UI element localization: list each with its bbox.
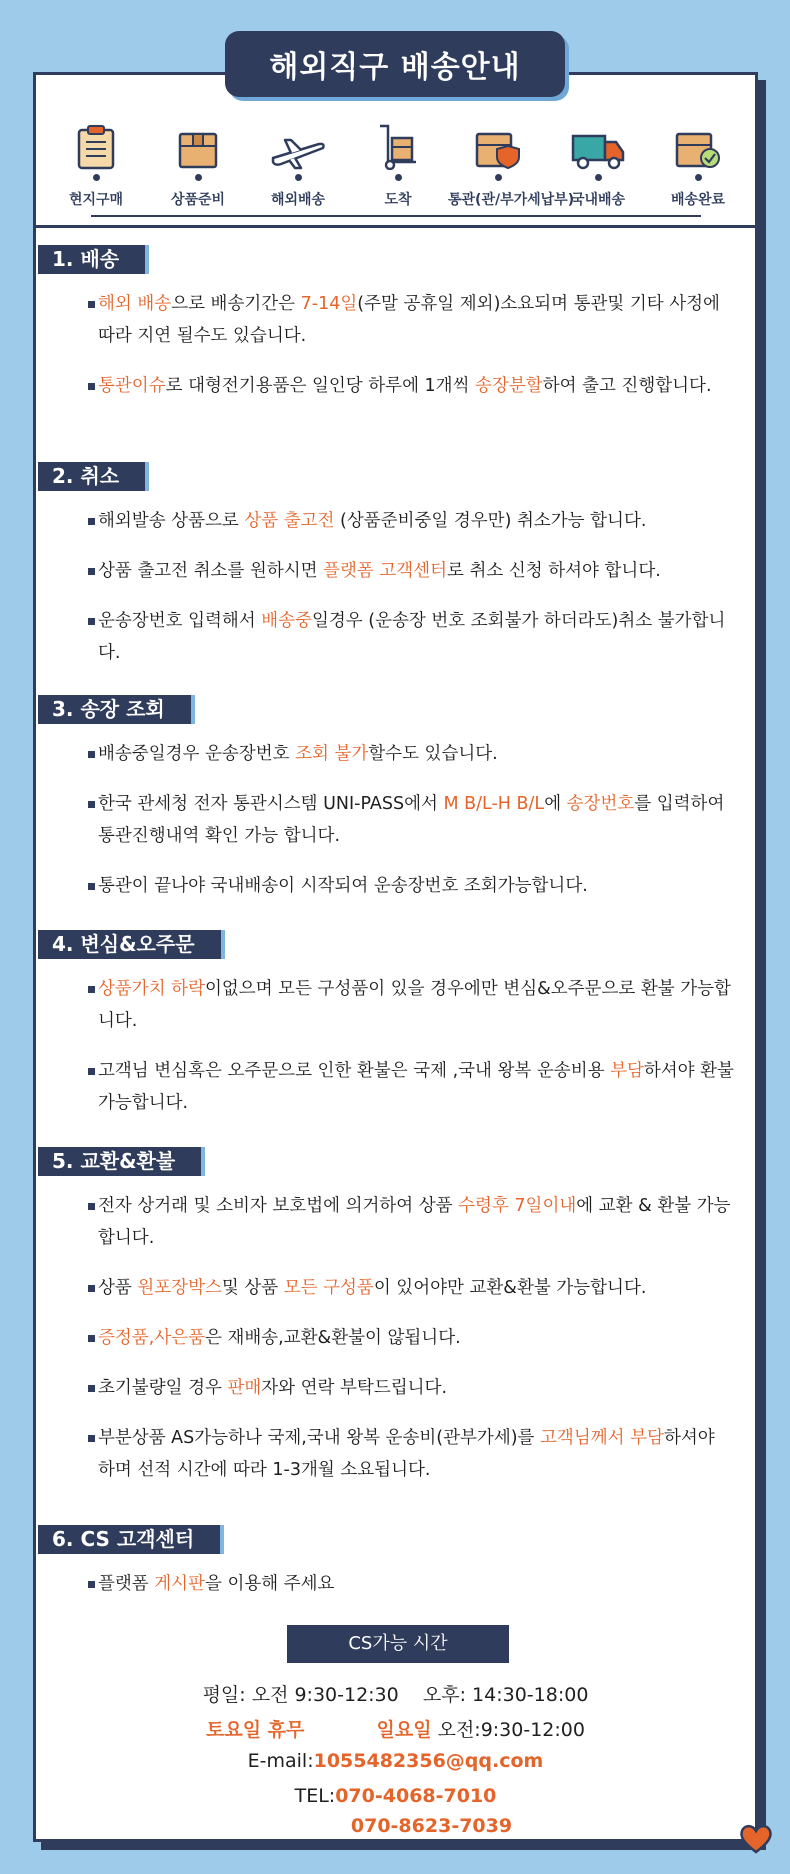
bullet-item	[36, 1422, 755, 1486]
tel-number-1[interactable]: 070-4068-7010	[335, 1785, 497, 1807]
bullet-item	[36, 973, 755, 1037]
highlight-text: 고객님께서 부담	[540, 1428, 664, 1448]
highlight-text: 플랫폼 고객센터	[323, 561, 448, 581]
bullet-item	[36, 555, 755, 587]
info-card	[33, 72, 758, 1842]
body-text: 은 재배송,교환&환불이 않됩니다.	[205, 1328, 461, 1348]
section-cs-center	[36, 1525, 755, 1618]
section-shipping	[36, 245, 755, 420]
weekday-hours-text: 평일: 오전 9:30-12:30 오후: 14:30-18:00	[202, 1684, 589, 1706]
bullet-item	[36, 788, 755, 852]
heart-icon	[738, 1820, 774, 1856]
step-overseas-shipping	[248, 115, 348, 209]
body-text: 및 상품	[221, 1278, 284, 1298]
bullet-item	[36, 288, 755, 352]
highlight-text: 부담	[610, 1061, 644, 1081]
body-text: (주말 공휴일 제외)소요되며 통관및 기타 사정에 따라 지연 될수도 있습니다.	[98, 294, 720, 346]
bullet-item	[36, 738, 755, 770]
body-text: 플랫폼	[98, 1574, 155, 1594]
bullet-item	[36, 505, 755, 537]
email-label: E-mail:	[247, 1750, 314, 1772]
highlight-text: 해외 배송	[98, 294, 172, 314]
highlight-text: 7-14일	[300, 294, 358, 314]
body-text: 부분상품 AS가능하나 국제,국내 왕복 운송비(관부가세)를	[98, 1428, 541, 1448]
body-text: 통관이 끝나야 국내배송이 시작되여 운송장번호 조회가능합니다.	[98, 876, 588, 896]
step-dot	[295, 174, 302, 181]
body-text: 하여 출고 진행합니다.	[542, 376, 712, 396]
email-line	[36, 1750, 755, 1772]
section-items	[36, 973, 755, 1119]
box-shield-icon	[474, 128, 522, 170]
step-label: 현지구매	[68, 192, 124, 208]
highlight-text: 수령후 7일이내	[458, 1196, 577, 1216]
weekday-hours	[36, 1680, 755, 1707]
highlight-text: 조회 불가	[295, 744, 369, 764]
step-dot	[695, 174, 702, 181]
clipboard-icon	[76, 124, 116, 170]
body-text: 에	[544, 794, 567, 814]
bullet-item	[36, 370, 755, 402]
section-title: 2. 취소	[38, 462, 145, 491]
bullet-item	[36, 1568, 755, 1600]
hand-truck-icon	[376, 124, 420, 170]
body-text: 에 교환 & 환불 가능합니다.	[98, 1196, 731, 1248]
truck-icon	[570, 130, 626, 170]
box-icon	[177, 130, 219, 170]
section-title: 4. 변심&오주문	[38, 930, 221, 959]
bullet-item	[36, 1272, 755, 1304]
body-text: 으로 배송기간은	[171, 294, 301, 314]
body-text: 자와 연락 부탁드립니다.	[261, 1378, 448, 1398]
body-text: 이 있어야만 교환&환불 가능합니다.	[373, 1278, 647, 1298]
highlight-text: 상품가치 하락	[98, 979, 205, 999]
step-label: 배송완료	[670, 192, 726, 208]
body-text: 를 입력하여 통관진행내역 확인 가능 합니다.	[98, 794, 725, 846]
body-text: 을 이용해 주세요	[205, 1574, 335, 1594]
section-change-of-mind	[36, 930, 755, 1137]
bullet-item	[36, 1190, 755, 1254]
tel-label: TEL:	[294, 1785, 336, 1807]
page-title: 해외직구 배송안내	[225, 31, 565, 97]
step-arrival	[348, 115, 448, 209]
sunday-hours: 오전:9:30-12:00	[431, 1719, 585, 1741]
section-items	[36, 288, 755, 402]
tel-number-2[interactable]: 070-8623-7039	[350, 1815, 513, 1837]
step-local-purchase	[46, 115, 146, 209]
bullet-item	[36, 870, 755, 902]
tel-line	[36, 1785, 755, 1807]
step-label: 도착	[384, 192, 412, 208]
highlight-text: M B/L-H B/L	[443, 794, 545, 814]
step-dot	[395, 174, 402, 181]
section-title: 1. 배송	[38, 245, 145, 274]
bullet-item	[36, 1055, 755, 1119]
body-text: 상품 출고전 취소를 원하시면	[98, 561, 324, 581]
body-text: 배송중일경우 운송장번호	[98, 744, 296, 764]
bullet-item	[36, 605, 755, 669]
highlight-text: 통관이슈	[98, 376, 166, 396]
highlight-text: 배송중	[261, 611, 312, 631]
body-text: (상품준비중일 경우만) 취소가능 합니다.	[334, 511, 647, 531]
section-items	[36, 505, 755, 669]
section-items	[36, 1568, 755, 1600]
highlight-text: 원포장박스	[137, 1278, 222, 1298]
body-text: 할수도 있습니다.	[368, 744, 498, 764]
highlight-text: 모든 구성품	[283, 1278, 374, 1298]
shipping-steps	[36, 115, 755, 210]
highlight-text: 송장번호	[566, 794, 635, 814]
highlight-text: 판매	[227, 1378, 262, 1398]
box-check-icon	[674, 128, 722, 170]
airplane-icon	[269, 136, 327, 170]
header-divider	[36, 225, 755, 228]
step-dot	[195, 174, 202, 181]
step-product-prep	[148, 115, 248, 209]
tel-line-2	[36, 1815, 755, 1837]
body-text: 하셔야 하며 선적 시간에 따라 1-3개월 소요됩니다.	[98, 1428, 715, 1480]
sunday-label: 일요일	[376, 1719, 432, 1741]
highlight-text: 게시판	[154, 1574, 205, 1594]
body-text: 초기불량일 경우	[98, 1378, 228, 1398]
step-label: 해외배송	[270, 192, 326, 208]
body-text: 로 대형전기용품은 일인당 하루에 1개씩	[165, 376, 476, 396]
section-tracking	[36, 695, 755, 920]
body-text: 로 취소 신청 하셔야 합니다.	[447, 561, 661, 581]
highlight-text: 증정품,사은품	[98, 1328, 205, 1348]
cs-hours-label: CS가능 시간	[287, 1625, 509, 1663]
section-items	[36, 738, 755, 902]
section-title: 6. CS 고객센터	[38, 1525, 220, 1554]
highlight-text: 상품 출고전	[244, 511, 335, 531]
step-dot	[495, 174, 502, 181]
section-exchange-refund	[36, 1147, 755, 1504]
body-text: 하셔야 환불가능합니다.	[98, 1061, 734, 1113]
step-domestic-shipping	[548, 115, 648, 209]
body-text: 한국 관세청 전자 통관시스템 UNI-PASS에서	[98, 794, 444, 814]
section-items	[36, 1190, 755, 1486]
step-delivered	[648, 115, 748, 209]
body-text: 운송장번호 입력해서	[98, 611, 262, 631]
step-label: 상품준비	[170, 192, 226, 208]
body-text: 이없으며 모든 구성품이 있을 경우에만 변심&오주문으로 환불 가능합니다.	[98, 979, 731, 1031]
body-text: 상품	[98, 1278, 138, 1298]
body-text: 해외발송 상품으로	[98, 511, 245, 531]
email-address[interactable]: 1055482356@qq.com	[313, 1750, 544, 1772]
step-customs	[448, 115, 575, 209]
bullet-item	[36, 1372, 755, 1404]
steps-line	[91, 215, 701, 217]
section-title: 3. 송장 조회	[38, 695, 191, 724]
body-text: 고객님 변심혹은 오주문으로 인한 환불은 국제 ,국내 왕복 운송비용	[98, 1061, 611, 1081]
step-dot	[595, 174, 602, 181]
weekend-hours	[36, 1715, 755, 1742]
step-label: 국내배송	[570, 192, 626, 208]
body-text: 전자 상거래 및 소비자 보호법에 의거하여 상품	[98, 1196, 459, 1216]
highlight-text: 송장분할	[475, 376, 543, 396]
body-text: 일경우 (운송장 번호 조회불가 하더라도)취소 불가합니다.	[98, 611, 726, 663]
step-dot	[93, 174, 100, 181]
section-cancel	[36, 462, 755, 687]
saturday-closed: 토요일 휴무	[206, 1719, 305, 1741]
step-label: 통관(관/부가세납부)	[448, 192, 575, 208]
section-title: 5. 교환&환불	[38, 1147, 201, 1176]
bullet-item	[36, 1322, 755, 1354]
